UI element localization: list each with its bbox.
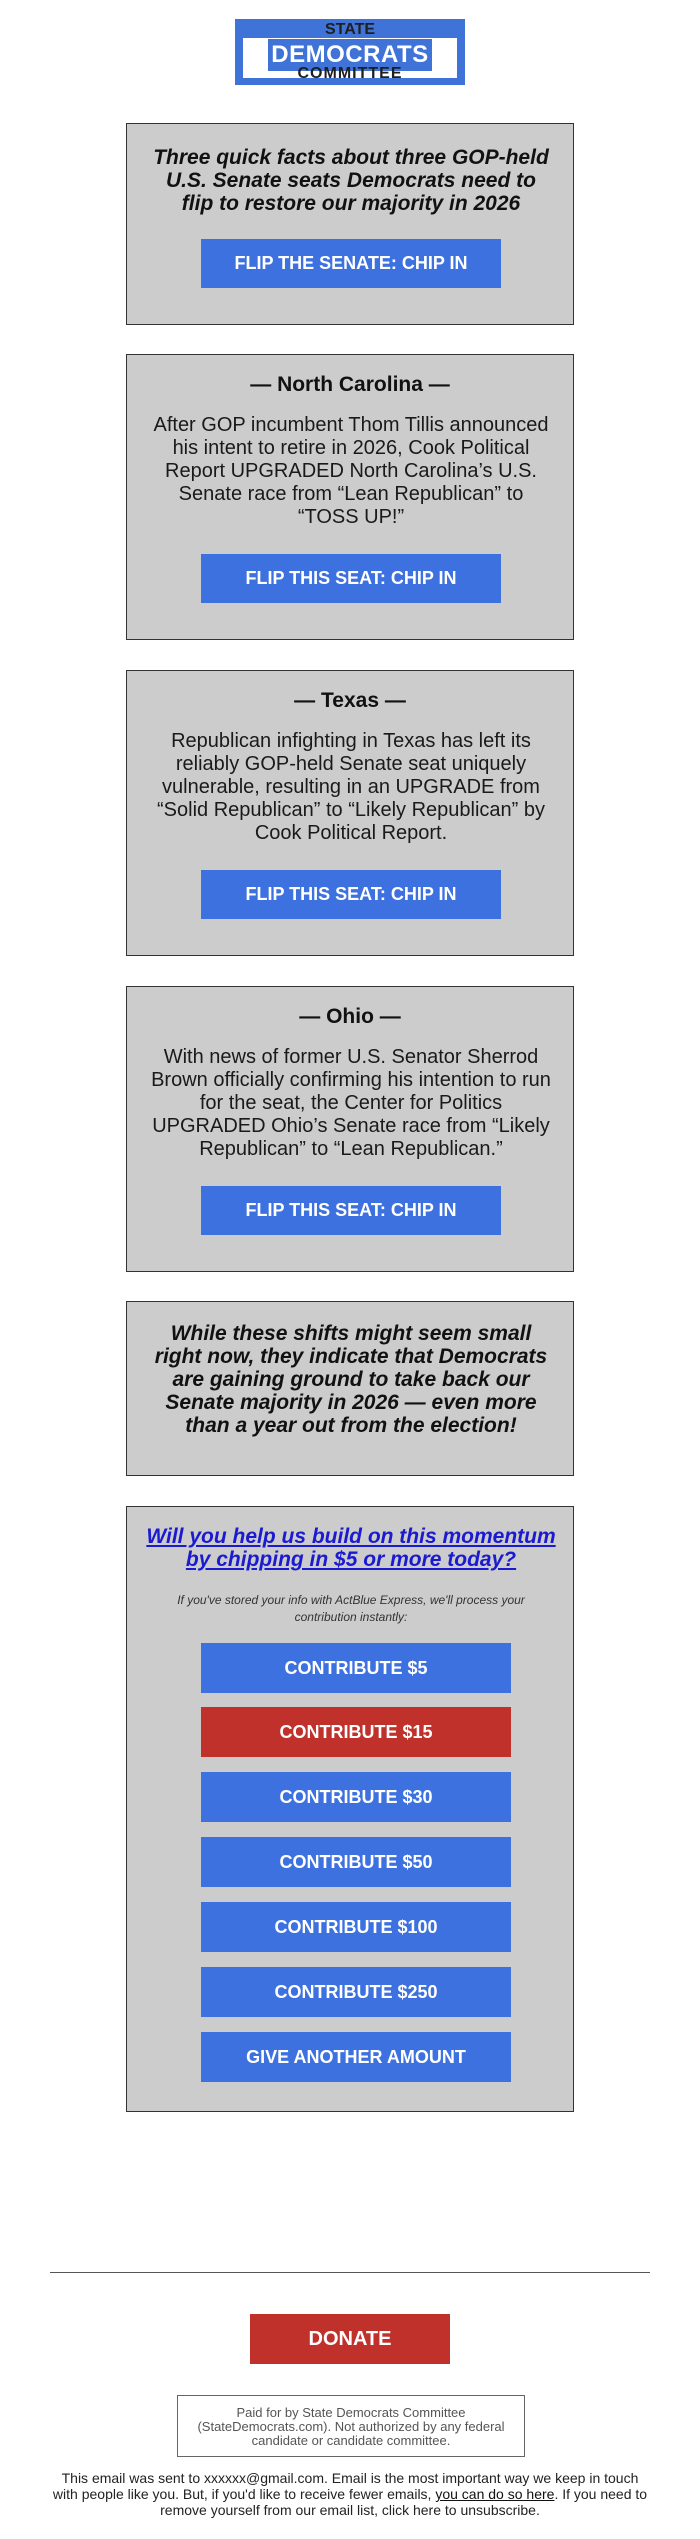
north-carolina-box (126, 354, 574, 640)
ohio-heading: — Ohio — (299, 1005, 401, 1028)
footer-sent-to: This email was sent to (61, 2470, 204, 2486)
texas-text: Republican infighting in Texas has left its reliably GOP-held Senate seat uniquely vulnerable, resulting in an UPGRADE from “Solid Republican” to “Likely Republican” by Cook Political Report. (157, 730, 545, 844)
flip-texas-button[interactable]: FLIP THIS SEAT: CHIP IN (201, 870, 501, 919)
flip-ohio-button[interactable]: FLIP THIS SEAT: CHIP IN (201, 1186, 501, 1235)
texas-heading: — Texas — (294, 689, 406, 712)
footer-divider (50, 2272, 650, 2273)
contribute-15-button[interactable]: CONTRIBUTE $15 (201, 1707, 511, 1757)
fewer-emails-link[interactable]: you can do so here (435, 2486, 555, 2502)
contribute-100-button[interactable]: CONTRIBUTE $100 (201, 1902, 511, 1952)
shifts-text: While these shifts might seem small right now, they indicate that Democrats are gaining ground to take back our Senate majority in 2026 — even more than a year out from the election! (154, 1322, 548, 1437)
give-another-amount-button[interactable]: GIVE ANOTHER AMOUNT (201, 2032, 511, 2082)
contribute-250-button[interactable]: CONTRIBUTE $250 (201, 1967, 511, 2017)
contribute-box (126, 1506, 574, 2112)
contribute-5-button[interactable]: CONTRIBUTE $5 (201, 1643, 511, 1693)
state-democrats-committee-logo (235, 19, 465, 85)
intro-text: Three quick facts about three GOP-held U.S. Senate seats Democrats need to flip to restore our majority in 2026 (153, 146, 549, 215)
paid-for-disclaimer: Paid for by State Democrats Committee (StateDemocrats.com). Not authorized by any federal candidate or candidate committee. (177, 2395, 525, 2457)
ohio-text: With news of former U.S. Senator Sherrod Brown officially confirming his intention to run for the seat, the Center for Politics UPGRADED Ohio’s Senate race from “Likely Republican” to “Lean Republican.” (151, 1046, 551, 1160)
contribute-50-button[interactable]: CONTRIBUTE $50 (201, 1837, 511, 1887)
footer-email: xxxxxx@gmail.com (204, 2470, 325, 2486)
logo-line-state: STATE (324, 21, 376, 38)
donate-button[interactable]: DONATE (250, 2314, 450, 2364)
footer-middle: . Email is the most important way we keep in touch with people like you. But, if you'd like to receive fewer emails, (52, 2470, 639, 2502)
flip-north-carolina-button[interactable]: FLIP THIS SEAT: CHIP IN (201, 554, 501, 603)
logo-line-democrats: DEMOCRATS (268, 39, 432, 71)
footer-unsubscribe-text: . If you need to remove yourself from our email list, click here to unsubscribe. (160, 2486, 648, 2518)
actblue-note: If you've stored your info with ActBlue Express, we'll process your contribution instantly: (177, 1593, 525, 1624)
texas-box (126, 670, 574, 956)
north-carolina-heading: — North Carolina — (250, 373, 450, 396)
flip-senate-button[interactable]: FLIP THE SENATE: CHIP IN (201, 239, 501, 288)
north-carolina-text: After GOP incumbent Thom Tillis announced his intent to retire in 2026, Cook Political Report UPGRADED North Carolina’s U.S. Senate race from “Lean Republican” to “TOSS UP!” (153, 414, 549, 528)
footer-text (50, 2470, 650, 2518)
shifts-box (126, 1301, 574, 1476)
logo-line-committee: COMMITTEE (297, 65, 403, 82)
intro-box (126, 123, 574, 325)
momentum-link[interactable]: Will you help us build on this momentum by chipping in $5 or more today? (146, 1525, 556, 1571)
ohio-box (126, 986, 574, 1272)
contribute-30-button[interactable]: CONTRIBUTE $30 (201, 1772, 511, 1822)
